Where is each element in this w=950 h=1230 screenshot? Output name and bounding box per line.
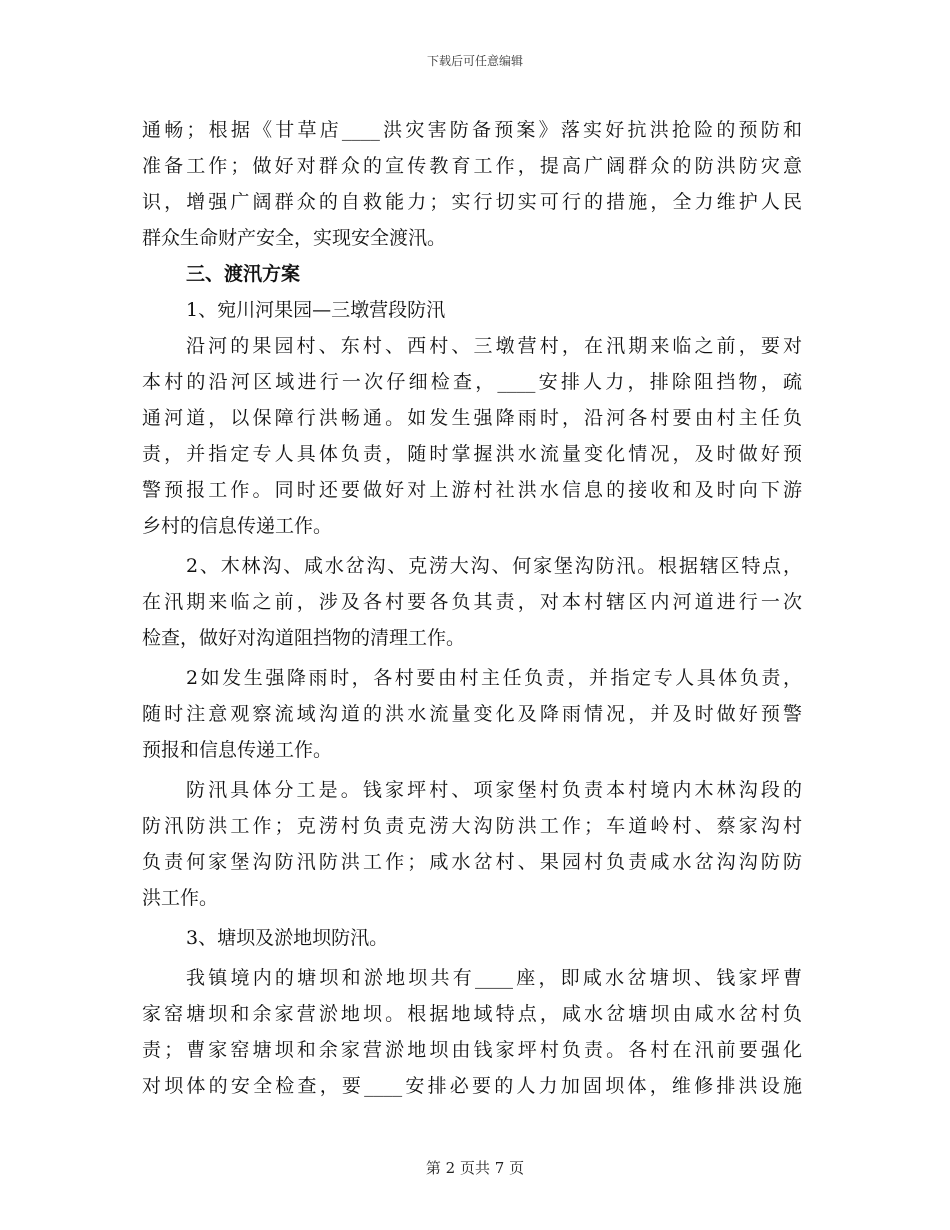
subsection-heading: 3、塘坝及淤地坝防汛。 [186, 927, 389, 949]
text-line: 检查，做好对沟道阻挡物的清理工作。 [142, 627, 466, 649]
text-line: 随时注意观察流域沟道的洪水流量变化及降雨情况，并及时做好预警 [142, 703, 802, 725]
text-line: 防汛具体分工是。钱家坪村、项家堡村负责本村境内木林沟段的 [186, 779, 802, 801]
section-heading: 三、渡汛方案 [186, 263, 301, 285]
text-line: 我镇境内的塘坝和淤地坝共有____座，即咸水岔塘坝、钱家坪曹 [186, 967, 802, 989]
text-line: 警预报工作。同时还要做好对上游村社洪水信息的接收和及时向下游 [142, 479, 802, 501]
text-line: 在汛期来临之前，涉及各村要各负其责，对本村辖区内河道进行一次 [142, 591, 802, 613]
text-line: 通河道，以保障行洪畅通。如发生强降雨时，沿河各村要由村主任负 [142, 407, 802, 429]
text-line: 2如发生强降雨时，各村要由村主任负责，并指定专人具体负责， [186, 667, 802, 689]
text-line: 负责何家堡沟防汛防洪工作；咸水岔村、果园村负责咸水岔沟沟防防 [142, 851, 802, 873]
text-line: 准备工作；做好对群众的宣传教育工作，提高广阔群众的防洪防灾意 [142, 155, 802, 177]
subsection-heading: 1、宛川河果园—三墩营段防汛 [186, 299, 446, 321]
text-line: 责；曹家窑塘坝和余家营淤地坝由钱家坪村负责。各村在汛前要强化 [142, 1039, 802, 1061]
paragraph [142, 772, 802, 916]
paragraph [142, 328, 802, 544]
paragraph [142, 660, 802, 768]
paragraph [142, 548, 802, 656]
paragraph [142, 960, 802, 1104]
text-line: 责，并指定专人具体负责，随时掌握洪水流量变化情况，及时做好预 [142, 443, 802, 465]
page-header: 下载后可任意编辑 [426, 54, 523, 68]
page-footer: 第 2 页共 7 页 [425, 1159, 525, 1177]
text-line: 洪工作。 [142, 887, 219, 909]
text-line: 本村的沿河区域进行一次仔细检查，____安排人力，排除阻挡物，疏 [142, 371, 802, 393]
document-body [142, 112, 802, 1104]
text-line: 预报和信息传递工作。 [142, 739, 333, 761]
text-line: 乡村的信息传递工作。 [142, 515, 333, 537]
text-line: 通畅；根据《甘草店____洪灾害防备预案》落实好抗洪抢险的预防和 [142, 119, 802, 141]
text-line: 防汛防洪工作；克涝村负责克涝大沟防洪工作；车道岭村、蔡家沟村 [142, 815, 802, 837]
text-line: 对坝体的安全检查，要____安排必要的人力加固坝体，维修排洪设施 [142, 1075, 802, 1097]
text-line: 家窑塘坝和余家营淤地坝。根据地域特点，咸水岔塘坝由咸水岔村负 [142, 1003, 802, 1025]
text-line: 2、木林沟、咸水岔沟、克涝大沟、何家堡沟防汛。根据辖区特点， [186, 555, 802, 577]
paragraph [142, 112, 802, 256]
text-line: 群众生命财产安全，实现安全渡汛。 [142, 227, 447, 249]
text-line: 识，增强广阔群众的自救能力；实行切实可行的措施，全力维护人民 [142, 191, 802, 213]
text-line: 沿河的果园村、东村、西村、三墩营村，在汛期来临之前，要对 [186, 335, 802, 357]
